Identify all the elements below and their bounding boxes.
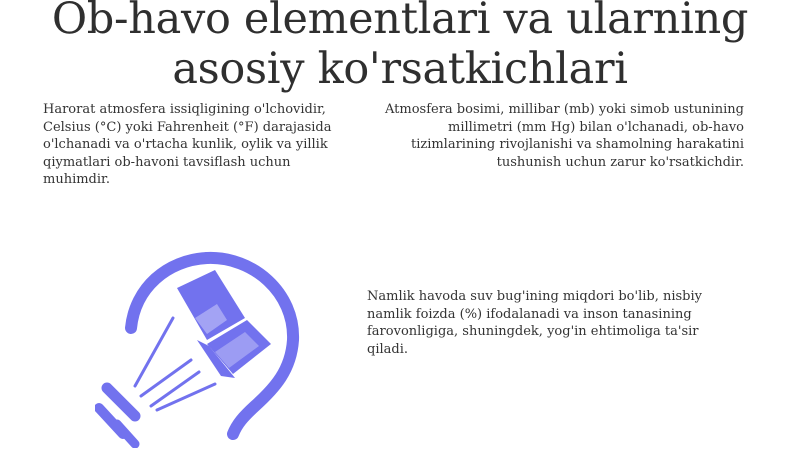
slide-title: Ob-havo elementlari va ularning asosiy ko'rsatkichlari xyxy=(51,0,749,94)
lightbulb-book-icon xyxy=(95,248,315,448)
temperature-paragraph: Harorat atmosfera issiqligining o'lchovidir, Celsius (°C) yoki Fahrenheit (°F) darajasida o'lchanadi va o'rtacha kunlik, oylik va yillik qiymatlari ob-havoni tavsiflash uchun muhimdir. xyxy=(43,102,332,187)
humidity-paragraph: Namlik havoda suv bug'ining miqdori bo'lib, nisbiy namlik foizda (%) ifodalanadi va inson tanasining farovonligiga, shuningdek, yog'in ehtimoliga ta'sir qiladi. xyxy=(367,289,703,357)
pressure-paragraph: Atmosfera bosimi, millibar (mb) yoki simob ustunining millimetri (mm Hg) bilan o'lchanadi, ob-havo tizimlarining rivojlanishi va shamolning harakatini tushunish uchun zarur ko'rsatkichdir. xyxy=(384,102,744,170)
